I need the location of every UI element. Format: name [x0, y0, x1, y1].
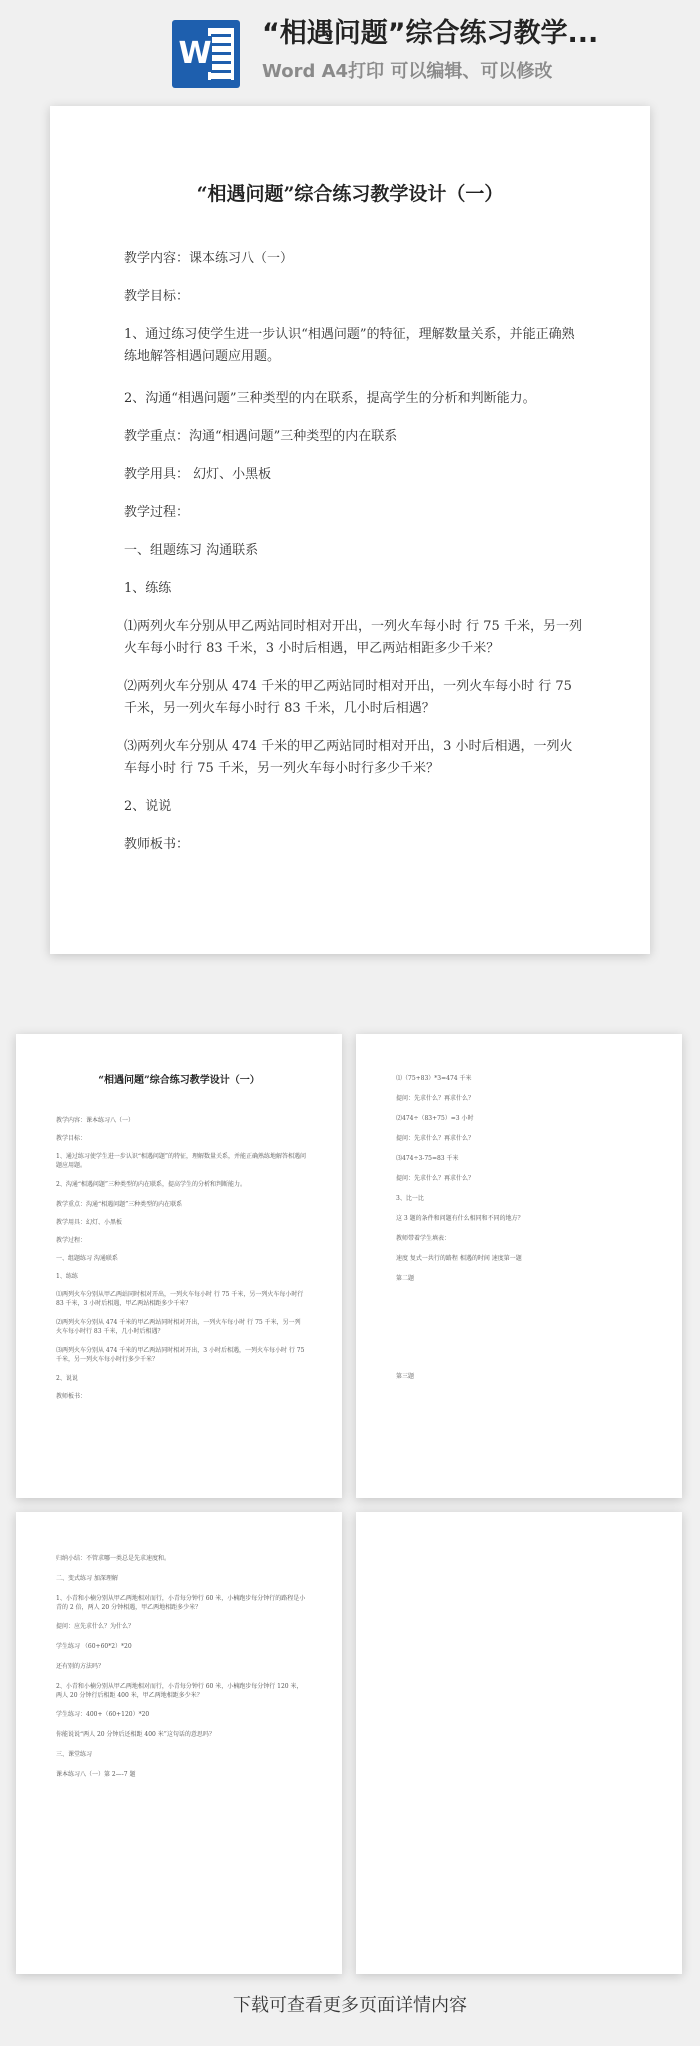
text-line: 1、通过练习使学生进一步认识“相遇问题”的特征，理解数量关系，并能正确熟练地解答相遇问题应用题。 [124, 327, 575, 364]
text-line: 2、小青和小楠分别从甲乙两地相对而行，小青每分钟行 60 米，小楠跑步每分钟行 120 米，两人 20 分钟行后相距 400 米，甲乙两地相距多少米？ [56, 1683, 303, 1699]
thumbnail-page-1[interactable] [16, 1034, 342, 1498]
text-line: 教师带着学生填表： [396, 1235, 451, 1242]
text-line: 教学目标： [124, 289, 190, 304]
text-line: 1、练练 [56, 1273, 78, 1280]
text-line: 教学用具： 幻灯、小黑板 [124, 467, 272, 482]
text-line: 教学重点：沟通“相遇问题”三种类型的内在联系 [124, 429, 398, 444]
text-line: 课本练习八（一）第 2—-7 题 [56, 1771, 136, 1778]
text-line: 1、小青和小楠分别从甲乙两地相对而行，小青每分钟行 60 米，小楠跑步每分钟行的路程是小青的 2 倍，两人 20 分钟相遇，甲乙两地相距多少米？ [56, 1595, 306, 1611]
text-line: ⑴两列火车分别从甲乙两站同时相对开出，一列火车每小时 行 75 千米，另一列火车每小时行 83 千米，3 小时后相遇，甲乙两站相距多少千米？ [56, 1291, 304, 1307]
page-title: “相遇问题”综合练习教学设计（一） [196, 183, 504, 205]
text-line: 提问：先求什么？再求什么？ [396, 1095, 475, 1102]
text-line: 速度 复式一共行的路程 相遇的时间 速度第一题 [396, 1255, 522, 1262]
text-line: ⑶两列火车分别从 474 千米的甲乙两站同时相对开出，3 小时后相遇，一列火车每小时 行 75 千米，另一列火车每小时行多少千米？ [56, 1347, 305, 1363]
thumbnail-page-2[interactable] [356, 1034, 682, 1498]
text-line: ⑵474÷（83+75）=3 小时 [396, 1115, 474, 1122]
main-page-preview [50, 106, 650, 954]
text-line: 1、通过练习使学生进一步认识“相遇问题”的特征，理解数量关系，并能正确熟练地解答相遇问题应用题。 [56, 1153, 306, 1169]
text-line: 一、组题练习 沟通联系 [56, 1255, 118, 1262]
text-line: 提问：先求什么？再求什么？ [396, 1175, 475, 1182]
text-line: 教师板书： [56, 1393, 87, 1400]
text-line: 提问：应先求什么？为什么？ [56, 1623, 135, 1630]
text-line: 教学重点：沟通“相遇问题”三种类型的内在联系 [56, 1201, 183, 1208]
text-line: 第三题 [396, 1373, 415, 1380]
text-line: 归纳小结：不管求哪一类总是先求速度和。 [56, 1555, 171, 1562]
text-line: 教学内容：课本练习八（一） [56, 1117, 135, 1124]
text-line: 教学内容：课本练习八（一） [124, 251, 294, 266]
text-line: ⑶两列火车分别从 474 千米的甲乙两站同时相对开出，3 小时后相遇，一列火车每小时 行 75 千米，另一列火车每小时行多少千米？ [124, 739, 573, 776]
text-line: 2、沟通“相遇问题”三种类型的内在联系，提高学生的分析和判断能力。 [56, 1181, 246, 1188]
text-line: ⑴（75+83）*3=474 千米 [396, 1075, 472, 1082]
text-line: 2、说说 [56, 1375, 78, 1382]
text-line: 2、说说 [124, 799, 172, 814]
text-line: 1、练练 [124, 581, 172, 596]
text-line: ⑵两列火车分别从 474 千米的甲乙两站同时相对开出，一列火车每小时 行 75 千米，另一列火车每小时行 83 千米，几小时后相遇？ [124, 679, 572, 716]
text-line: ⑶474÷3-75=83 千米 [396, 1155, 459, 1162]
text-line: 2、沟通“相遇问题”三种类型的内在联系，提高学生的分析和判断能力。 [124, 391, 536, 406]
text-line: 二、变式练习 加深理解 [56, 1575, 118, 1582]
text-line: 教学过程： [124, 505, 190, 520]
text-line: 教学过程： [56, 1237, 87, 1244]
text-line: 学生练习：400+（60+120）*20 [56, 1711, 150, 1718]
text-line: 你能说说“两人 20 分钟后还相距 400 米”这句话的意思吗？ [56, 1731, 215, 1738]
text-line: 三、课堂练习 [56, 1751, 93, 1758]
doc-title: “相遇问题”综合练习教学... [262, 18, 599, 49]
text-line: ⑴两列火车分别从甲乙两站同时相对开出，一列火车每小时 行 75 千米，另一列火车每小时行 83 千米，3 小时后相遇，甲乙两站相距多少千米？ [124, 619, 582, 656]
text-line: 学生练习 （60+60*2）*20 [56, 1643, 132, 1650]
text-line: 还有别的方法吗？ [56, 1663, 105, 1670]
text-line: ⑵两列火车分别从 474 千米的甲乙两站同时相对开出，一列火车每小时 行 75 千米，另一列火车每小时行 83 千米，几小时后相遇？ [56, 1319, 301, 1335]
doc-subtitle: Word A4打印 可以编辑、可以修改 [262, 61, 553, 82]
text-line: 第二题 [396, 1275, 415, 1282]
text-line: 教学用具：幻灯、小黑板 [56, 1219, 123, 1226]
text-line: 这 3 题的条件和问题有什么相同和不同的地方？ [396, 1215, 524, 1222]
text-line: 一、组题练习 沟通联系 [124, 543, 259, 558]
text-line: 提问：先求什么？再求什么？ [396, 1135, 475, 1142]
header [0, 0, 700, 100]
text-line: 教师板书： [124, 837, 190, 852]
thumbnail-page-3[interactable] [16, 1512, 342, 1974]
footer-more-pages[interactable]: 下载可查看更多页面详情内容 [233, 1995, 467, 2016]
text-line: 教学目标： [56, 1135, 87, 1142]
thumbnail-page-4[interactable] [356, 1512, 682, 1974]
word-icon: W [172, 20, 240, 88]
text-line: 3、比一比 [396, 1195, 424, 1202]
page-title: “相遇问题”综合练习教学设计（一） [98, 1075, 260, 1086]
